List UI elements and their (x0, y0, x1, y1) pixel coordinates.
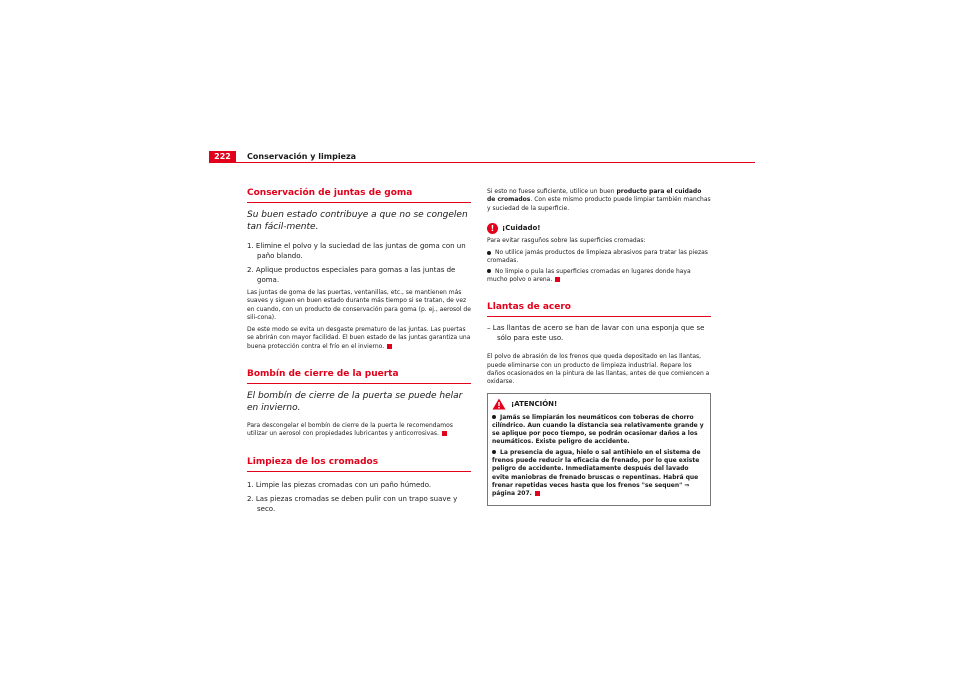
page-number: 222 (209, 151, 236, 163)
end-mark-icon (442, 431, 447, 436)
caution-bullet (487, 268, 711, 285)
step-list (247, 241, 471, 285)
body-text: Para descongelar el bombín de cierre de la puerta le recomendamos utilizar un aerosol con propiedades lubricantes y anticorrosivas. (247, 422, 453, 438)
warning-bullet (492, 414, 706, 447)
step-item: 1. Elimine el polvo y la suciedad de las juntas de goma con un paño blando. (247, 242, 466, 260)
warning-box (487, 393, 711, 506)
section-subtitle: El bombín de cierre de la puerta se puede helar en invierno. (247, 391, 463, 414)
bullet-text: No utilice jamás productos de limpieza abrasivos para tratar las piezas cromadas. (487, 249, 708, 265)
section-heading: Conservación de juntas de goma (247, 188, 471, 203)
right-column (487, 188, 711, 506)
bullet-dot-icon (487, 251, 491, 255)
bullet-dot-icon (487, 269, 491, 273)
caution-note (487, 223, 711, 284)
section-steel-wheels (487, 302, 711, 386)
body-text: . Con este mismo producto puede limpiar también manchas y suciedad de la superficie. (487, 196, 711, 212)
section-door-lock (247, 369, 471, 439)
section-chrome (247, 457, 471, 514)
section-heading: Limpieza de los cromados (247, 457, 471, 472)
step-item: 1. Limpie las piezas cromadas con un paño húmedo. (247, 480, 432, 489)
end-mark-icon (555, 277, 560, 282)
bold-term: producto para el cuidado de cromados (487, 188, 702, 204)
section-subtitle: Su buen estado contribuye a que no se congelen tan fácil-mente. (247, 210, 468, 232)
bullet-text: Jamás se limpiarán los neumáticos con toberas de chorro cilíndrico. Aun cuando la distancia sea relativamente grande y se aplique por poco tiempo, se podrán ocasionar daños a los neumáticos. Existe peligro de accidente. (492, 413, 704, 446)
bullet-dot-icon (492, 415, 496, 419)
intro-paragraph (487, 188, 711, 213)
dash-step: – Las llantas de acero se han de lavar con una esponja que se sólo para este uso. (487, 324, 705, 343)
bullet-text: No limpie o pula las superficies cromadas en lugares donde haya mucho polvo o arena. (487, 267, 691, 284)
warning-triangle-icon (492, 398, 506, 410)
body-paragraph (247, 422, 471, 439)
section-heading: Llantas de acero (487, 302, 711, 317)
caution-header (487, 223, 711, 234)
section-rubber-seals (247, 188, 471, 351)
body-paragraph (247, 326, 471, 351)
section-heading: Bombín de cierre de la puerta (247, 369, 471, 384)
exclamation-circle-icon: ! (487, 223, 498, 234)
warning-title: ¡ATENCIÓN! (511, 399, 558, 408)
body-paragraph: Las juntas de goma de las puertas, ventanillas, etc., se mantienen más suaves y siguen en buen estado durante más tiempo si se tratan, de vez en cuando, con un producto de conservación para goma (p. ej., aerosol de sili-cona). (247, 289, 471, 321)
step-item: 2. Las piezas cromadas se deben pulir con un trapo suave y seco. (247, 494, 458, 513)
warning-body (488, 412, 710, 505)
step-item: 2. Aplique productos especiales para gomas a las juntas de goma. (247, 266, 456, 284)
caution-lead: Para evitar rasguños sobre las superficies cromadas: (487, 236, 646, 244)
bullet-dot-icon (492, 450, 496, 454)
step-list (247, 480, 471, 514)
caution-title: ¡Cuidado! (502, 224, 541, 233)
body-paragraph: El polvo de abrasión de los frenos que queda depositado en las llantas, puede eliminarse con un producto de limpieza industrial. Repare los daños ocasionados en la pintura de las llantas, antes de que comiencen a oxidarse. (487, 353, 710, 386)
caution-bullet (487, 249, 711, 266)
body-text: De este modo se evita un desgaste prematuro de las juntas. Las puertas se abrirán con mayor facilidad. El buen estado de las juntas garantiza una buena protección contra el frío en el invierno. (247, 326, 471, 350)
chapter-title: Conservación y limpieza (247, 152, 357, 161)
end-mark-icon (535, 491, 540, 496)
end-mark-icon (387, 344, 392, 349)
warning-header (488, 394, 710, 412)
warning-bullet (492, 449, 706, 499)
bullet-text: La presencia de agua, hielo o sal antihielo en el sistema de frenos puede reducir la eficacia de frenado, por lo que existe peligro de accidente. Inmediatamente después del lavado evite maniobras de frenado bruscas o repentinas. Habrá que frenar repetidas veces hasta que los frenos "se sequen" ⇒ página 207. (492, 448, 701, 498)
body-text: Si esto no fuese suficiente, utilice un buen (487, 188, 617, 195)
left-column (247, 188, 471, 518)
